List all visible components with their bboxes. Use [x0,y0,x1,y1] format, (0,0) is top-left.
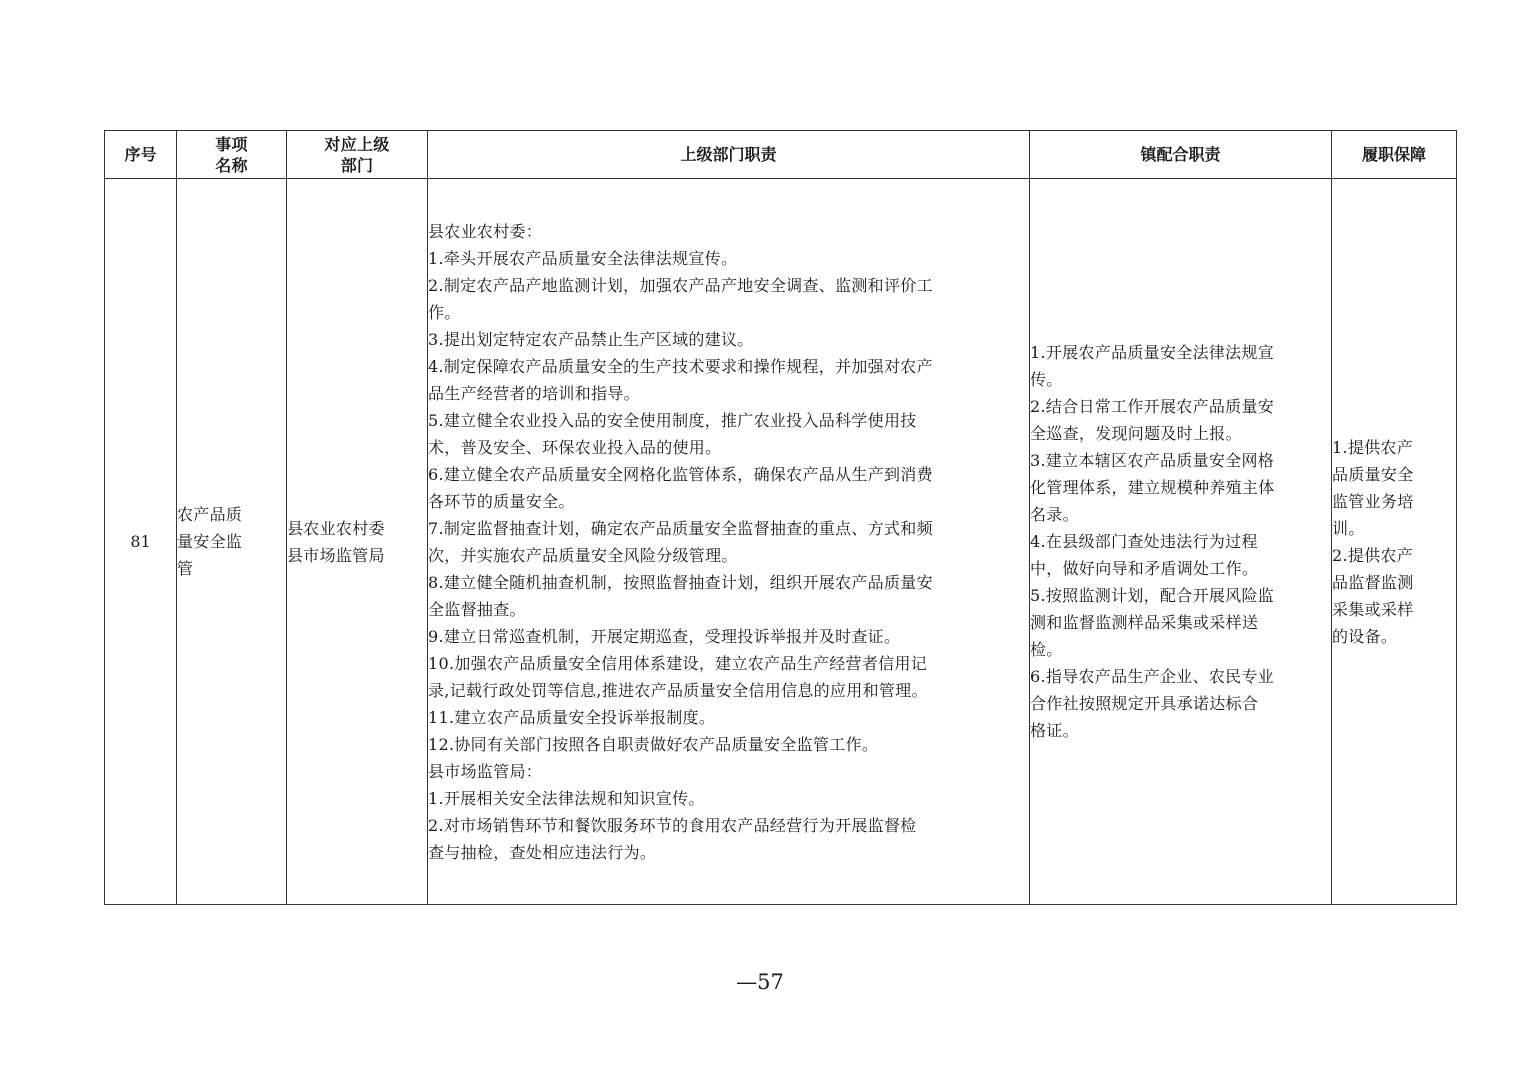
upper-duty-line: 12.协同有关部门按照各自职责做好农产品质量安全监管工作。 [428,734,879,754]
cell-item-name [177,179,287,905]
upper-duty-line: 1.牵头开展农产品质量安全法律法规宣传。 [428,248,738,268]
upper-duty-line: 9.建立日常巡查机制，开展定期巡查，受理投诉举报并及时查证。 [428,626,901,646]
upper-duty-line: 作。 [428,302,461,322]
guarantee-line: 的设备。 [1332,626,1398,646]
table-row [105,179,1457,905]
upper-duty-line: 2.制定农产品产地监测计划，加强农产品产地安全调查、监测和评价工 [428,275,933,295]
guarantee-line: 1.提供农产 [1332,437,1414,457]
upper-duty-line: 县农业农村委： [428,221,543,241]
upper-duty-line: 术，普及安全、环保农业投入品的使用。 [428,437,722,457]
upper-duty-line: 5.建立健全农业投入品的安全使用制度，推广农业投入品科学使用技 [428,410,917,430]
upper-duty-line: 11.建立农产品质量安全投诉举报制度。 [428,707,716,727]
cell-department [287,179,428,905]
department-line: 县农业农村委 [287,518,385,538]
guarantee-line: 监管业务培 [1332,491,1414,511]
item-name-line: 农产品质 [177,505,243,524]
header-upper-duties: 上级部门职责 [428,131,1030,179]
town-duty-line: 格证。 [1030,721,1079,740]
guarantee-line: 2.提供农产 [1332,545,1414,565]
upper-duty-line: 8.建立健全随机抽查机制，按照监督抽查计划，组织开展农产品质量安 [428,572,933,592]
upper-duty-line: 品生产经营者的培训和指导。 [428,383,640,403]
town-duty-line: 6.指导农产品生产企业、农民专业 [1030,667,1275,686]
upper-duty-line: 全监督抽查。 [428,599,526,619]
upper-duty-line: 6.建立健全农产品质量安全网格化监管体系，确保农产品从生产到消费 [428,464,933,484]
page-number: —57 [736,970,784,994]
town-duty-line: 2.结合日常工作开展农产品质量安 [1030,397,1275,416]
town-duty-line: 3.建立本辖区农产品质量安全网格 [1030,451,1275,470]
town-duty-line: 化管理体系，建立规模种养殖主体 [1030,478,1275,497]
upper-duty-line: 7.制定监督抽查计划，确定农产品质量安全监督抽查的重点、方式和频 [428,518,933,538]
item-name-line: 管 [177,559,194,578]
upper-duty-line: 10.加强农产品质量安全信用体系建设，建立农产品生产经营者信用记 [428,653,928,673]
header-index: 序号 [105,131,177,179]
town-duty-line: 全巡查，发现问题及时上报。 [1030,424,1242,443]
town-duty-line: 中，做好向导和矛盾调处工作。 [1030,559,1259,578]
header-guarantee: 履职保障 [1332,131,1457,179]
town-duty-line: 合作社按照规定开具承诺达标合 [1030,694,1259,713]
upper-duty-line: 1.开展相关安全法律法规和知识宣传。 [428,788,705,808]
upper-duty-line: 县市场监管局： [428,761,543,781]
header-department: 对应上级 部门 [287,131,428,179]
town-duty-line: 检。 [1030,640,1063,659]
duty-table [104,130,1457,905]
cell-town-duties [1030,179,1332,905]
table-header-row [105,131,1457,179]
town-duty-line: 5.按照监测计划，配合开展风险监 [1030,586,1275,605]
cell-index: 81 [105,179,177,905]
upper-duty-line: 3.提出划定特定农产品禁止生产区域的建议。 [428,329,754,349]
town-duty-line: 1.开展农产品质量安全法律法规宣 [1030,343,1275,362]
guarantee-line: 品监督监测 [1332,572,1414,592]
cell-guarantee [1332,179,1457,905]
town-duty-line: 测和监督监测样品采集或采样送 [1030,613,1259,632]
guarantee-line: 品质量安全 [1332,464,1414,484]
cell-upper-duties [428,179,1030,905]
guarantee-line: 采集或采样 [1332,599,1414,619]
upper-duty-line: 录,记载行政处罚等信息,推进农产品质量安全信用信息的应用和管理。 [428,680,928,700]
upper-duty-line: 各环节的质量安全。 [428,491,575,511]
item-name-line: 量安全监 [177,532,243,551]
upper-duty-line: 查与抽检，查处相应违法行为。 [428,842,657,862]
town-duty-line: 4.在县级部门查处违法行为过程 [1030,532,1258,551]
header-item-name: 事项 名称 [177,131,287,179]
header-town-duties: 镇配合职责 [1030,131,1332,179]
upper-duty-line: 2.对市场销售环节和餐饮服务环节的食用农产品经营行为开展监督检 [428,815,917,835]
town-duty-line: 传。 [1030,370,1063,389]
upper-duty-line: 次，并实施农产品质量安全风险分级管理。 [428,545,738,565]
department-line: 县市场监管局 [287,545,385,565]
town-duty-line: 名录。 [1030,505,1079,524]
upper-duty-line: 4.制定保障农产品质量安全的生产技术要求和操作规程，并加强对农产 [428,356,933,376]
guarantee-line: 训。 [1332,518,1365,538]
